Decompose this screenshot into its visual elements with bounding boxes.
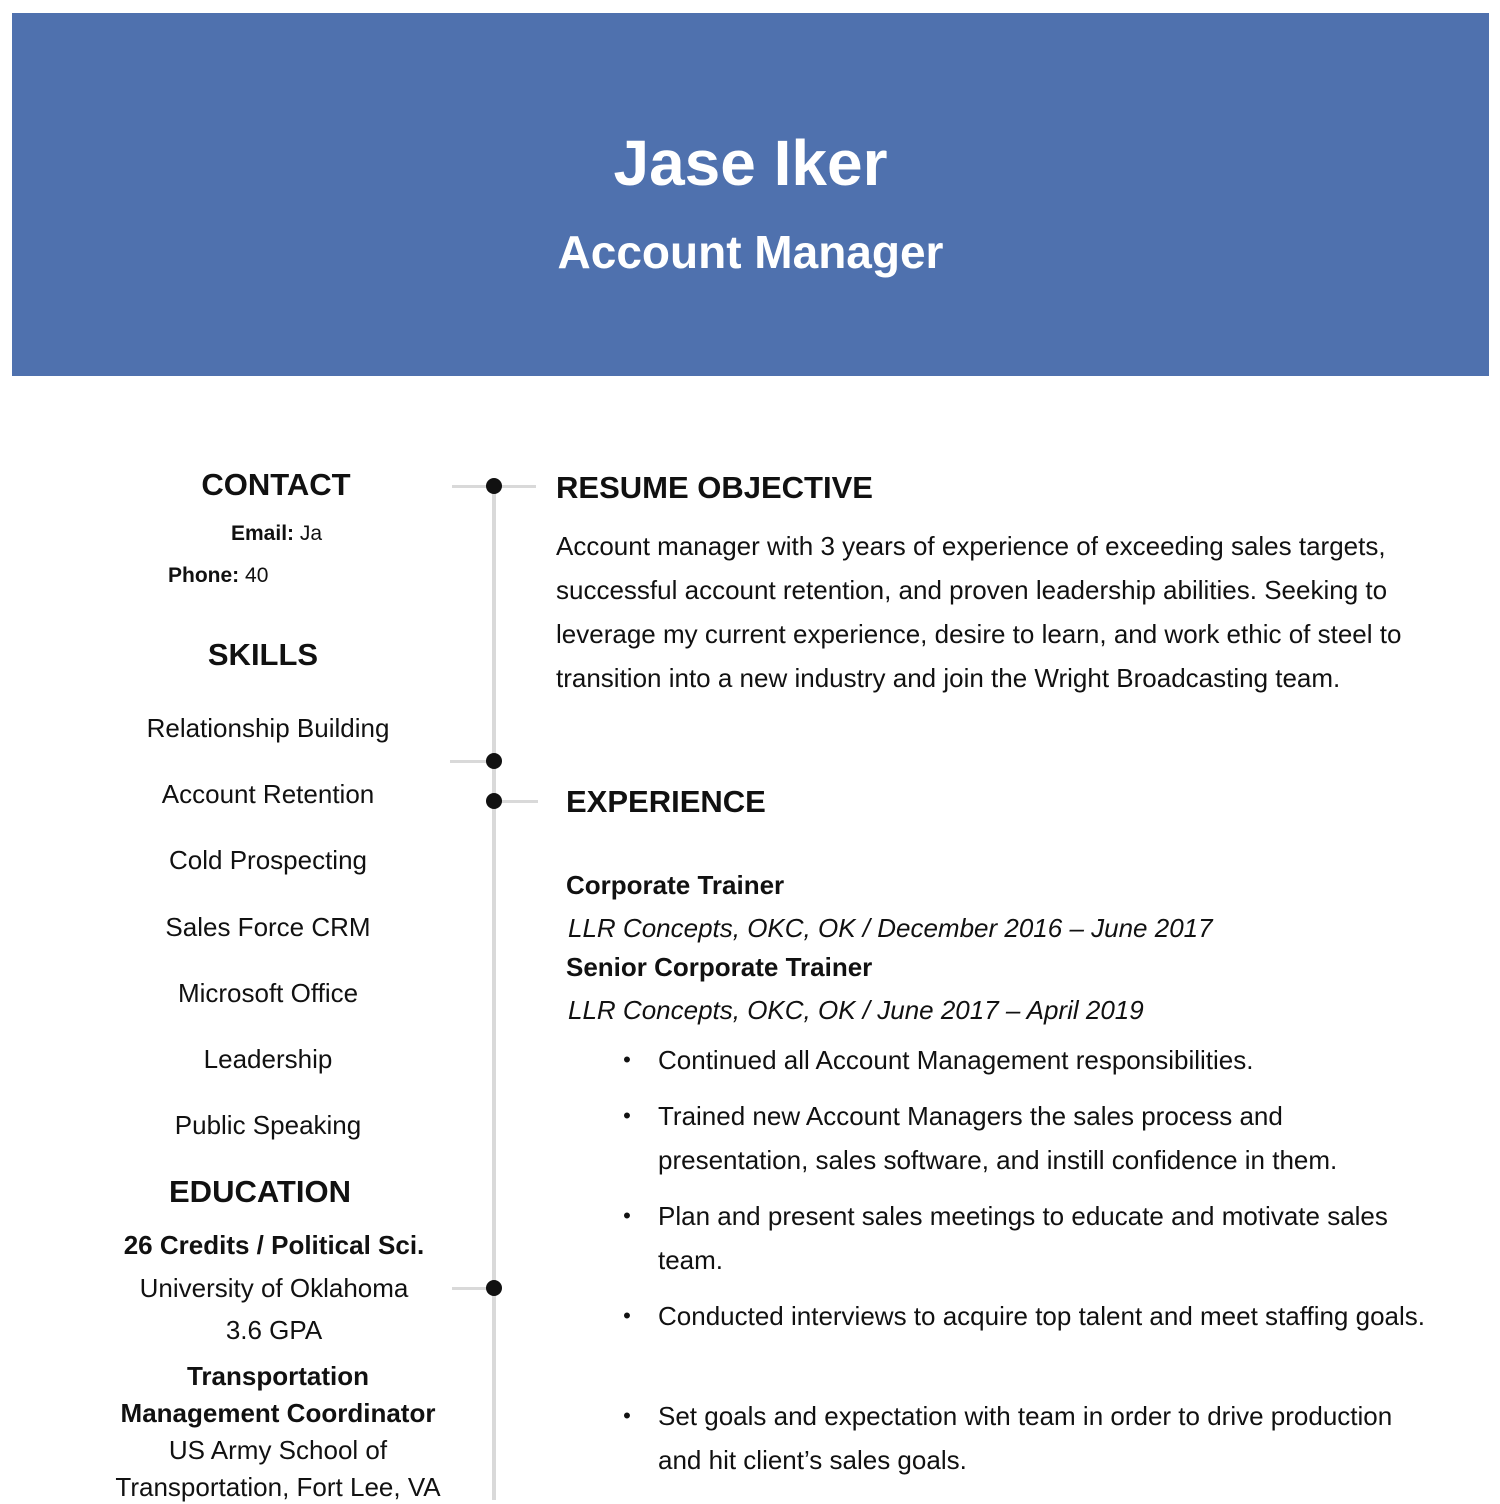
bullet-dot: • — [623, 1103, 631, 1128]
experience-heading: EXPERIENCE — [566, 784, 766, 819]
objective-heading: RESUME OBJECTIVE — [556, 470, 873, 505]
education-heading: EDUCATION — [169, 1174, 351, 1209]
candidate-name: Jase Iker — [613, 127, 888, 199]
skill-item: Public Speaking — [174, 1110, 362, 1140]
education-school: Transportation, Fort Lee, VA — [115, 1472, 441, 1502]
objective-text: Account manager with 3 years of experience of exceeding sales targets, successful account retention, and proven leadership abilities. Seeking to leverage my current experience, desire to learn, and work ethic of steel to transition into a new industry and join the Wright Broadcasting team. — [556, 531, 1402, 693]
timeline-dot — [486, 1280, 502, 1296]
resume-header — [12, 13, 1489, 376]
candidate-title: Account Manager — [557, 226, 944, 278]
bullet-text: Plan and present sales meetings to educate and motivate sales team. — [658, 1201, 1388, 1275]
education-degree: Transportation — [186, 1361, 369, 1391]
bullet-dot: • — [623, 1203, 631, 1228]
phone-label: Phone: — [168, 564, 240, 587]
skills-heading: SKILLS — [207, 637, 319, 672]
skill-item: Relationship Building — [146, 713, 390, 743]
email-label: Email: — [231, 522, 295, 545]
contact-email — [231, 520, 322, 548]
contact-heading: CONTACT — [201, 467, 351, 502]
job-title: Corporate Trainer — [566, 870, 785, 900]
skill-item: Microsoft Office — [177, 978, 359, 1008]
timeline-dot — [486, 793, 502, 809]
timeline-line — [492, 486, 496, 1500]
job-title: Senior Corporate Trainer — [566, 952, 873, 982]
skill-item: Cold Prospecting — [169, 845, 367, 875]
education-school: US Army School of — [168, 1435, 388, 1465]
bullet-text: Trained new Account Managers the sales process and presentation, sales software, and instill confidence in them. — [658, 1101, 1338, 1175]
bullet-dot: • — [623, 1303, 631, 1328]
education-school: University of Oklahoma — [139, 1273, 409, 1303]
skill-item: Leadership — [203, 1044, 333, 1074]
skill-item: Sales Force CRM — [165, 912, 371, 942]
bullet-text: Set goals and expectation with team in order to drive production and hit client’s sales goals. — [658, 1401, 1393, 1475]
bullet-dot: • — [623, 1403, 631, 1428]
education-gpa: 3.6 GPA — [225, 1315, 323, 1345]
education-degree: Management Coordinator — [120, 1398, 436, 1428]
email-value: Ja — [299, 522, 323, 545]
bullet-dot: • — [623, 1047, 631, 1072]
job-meta: LLR Concepts, OKC, OK / June 2017 – April 2019 — [568, 995, 1144, 1025]
timeline-dot — [486, 478, 502, 494]
job-meta: LLR Concepts, OKC, OK / December 2016 – June 2017 — [568, 913, 1213, 943]
skill-item: Account Retention — [161, 779, 375, 809]
bullet-text: Continued all Account Management responsibilities. — [658, 1045, 1254, 1075]
phone-value: 40 — [245, 564, 269, 587]
contact-phone — [168, 562, 268, 590]
bullet-text: Conducted interviews to acquire top talent and meet staffing goals. — [658, 1301, 1425, 1331]
education-degree: 26 Credits / Political Sci. — [123, 1230, 425, 1260]
timeline-dot — [486, 753, 502, 769]
